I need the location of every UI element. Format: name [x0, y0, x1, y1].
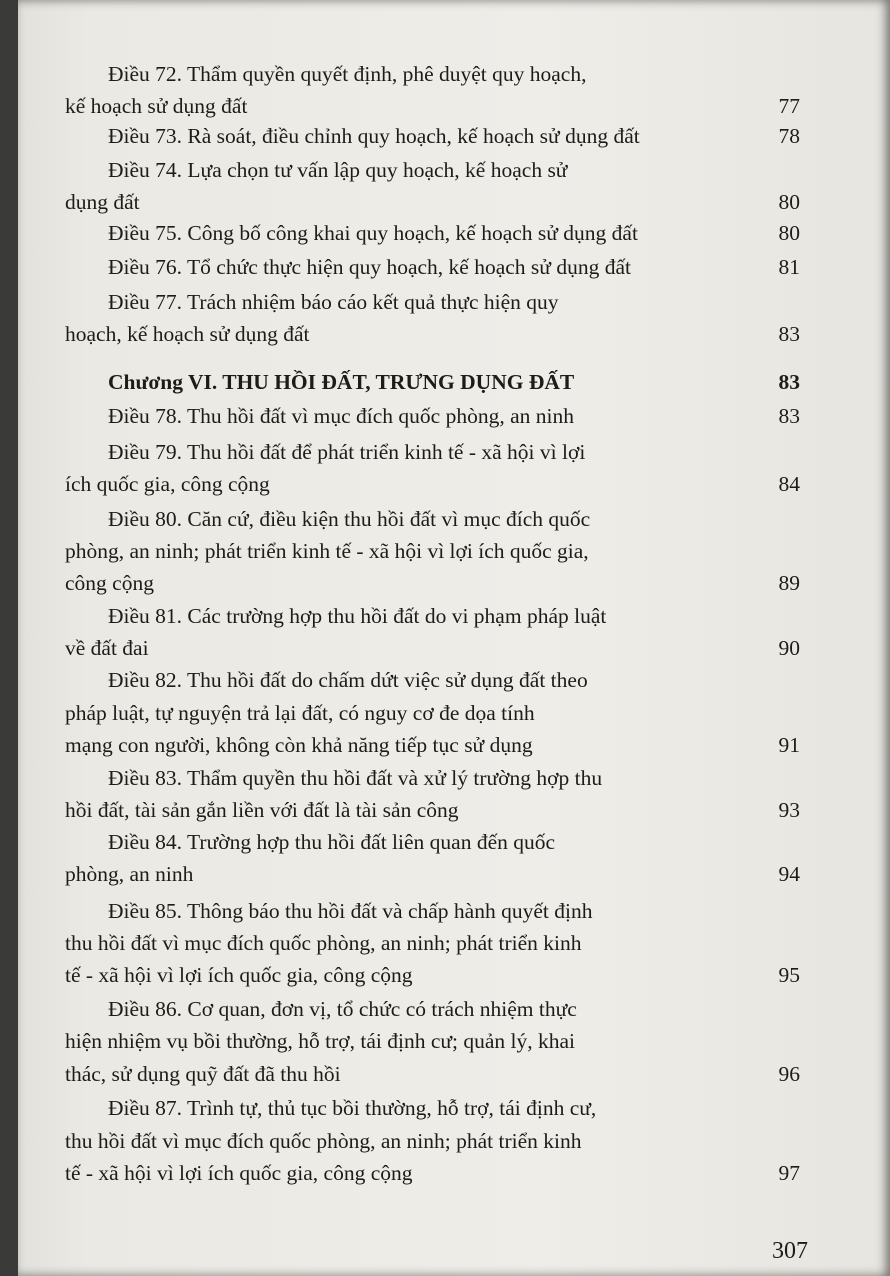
toc-entry-line	[18, 124, 890, 158]
toc-entry-text: thác, sử dụng quỹ đất đã thu hồi	[65, 1062, 341, 1086]
toc-page-number: 83	[778, 370, 800, 394]
toc-entry-line	[18, 571, 890, 605]
toc-entry-text: Điều 79. Thu hồi đất để phát triển kinh tế - xã hội vì lợi	[108, 440, 586, 464]
book-page	[18, 0, 890, 1276]
toc-entry-line	[18, 766, 890, 800]
toc-entry-text: tế - xã hội vì lợi ích quốc gia, công cộng	[65, 1161, 413, 1185]
toc-page-number: 83	[778, 322, 800, 346]
toc-entry-line	[18, 158, 890, 192]
toc-entry-text: Điều 73. Rà soát, điều chỉnh quy hoạch, kế hoạch sử dụng đất	[108, 124, 640, 148]
toc-entry-line	[18, 798, 890, 832]
toc-entry-line	[18, 507, 890, 541]
toc-entry-line	[18, 1062, 890, 1096]
toc-entry-line	[18, 255, 890, 289]
toc-entry-line	[18, 1129, 890, 1163]
toc-entry-text: thu hồi đất vì mục đích quốc phòng, an ninh; phát triển kinh	[65, 1129, 582, 1153]
toc-entry-text: Điều 83. Thẩm quyền thu hồi đất và xử lý trường hợp thu	[108, 766, 603, 790]
toc-entry-text: phòng, an ninh	[65, 862, 194, 886]
toc-page-number: 90	[778, 636, 800, 660]
toc-entry-line	[18, 701, 890, 735]
toc-entry-line	[18, 404, 890, 438]
toc-entry-line	[18, 830, 890, 864]
chapter-heading	[18, 370, 890, 404]
toc-page-number: 81	[778, 255, 800, 279]
toc-entry-text: công cộng	[65, 571, 154, 595]
toc-entry-line	[18, 1161, 890, 1195]
toc-entry-text: tế - xã hội vì lợi ích quốc gia, công cộng	[65, 963, 413, 987]
toc-entry-line	[18, 899, 890, 933]
toc-entry-text: Chương VI. THU HỒI ĐẤT, TRƯNG DỤNG ĐẤT	[108, 370, 575, 394]
toc-entry-line	[18, 94, 890, 128]
toc-entry-text: Điều 77. Trách nhiệm báo cáo kết quả thực hiện quy	[108, 290, 559, 314]
toc-entry-line	[18, 322, 890, 356]
toc-entry-text: Điều 74. Lựa chọn tư vấn lập quy hoạch, kế hoạch sử	[108, 158, 568, 182]
toc-entry-text: Điều 85. Thông báo thu hồi đất và chấp hành quyết định	[108, 899, 593, 923]
toc-page-number: 83	[778, 404, 800, 428]
toc-entry-line	[18, 62, 890, 96]
toc-entry-line	[18, 604, 890, 638]
toc-entry-line	[18, 1096, 890, 1130]
toc-page-number: 97	[778, 1161, 800, 1185]
toc-entry-text: dụng đất	[65, 190, 140, 214]
page-number: 307	[772, 1238, 808, 1264]
toc-page-number: 77	[778, 94, 800, 118]
toc-entry-line	[18, 221, 890, 255]
toc-page-number: 93	[778, 798, 800, 822]
toc-entry-line	[18, 190, 890, 224]
toc-entry-text: pháp luật, tự nguyện trả lại đất, có nguy cơ đe dọa tính	[65, 701, 535, 725]
toc-entry-text: Điều 78. Thu hồi đất vì mục đích quốc phòng, an ninh	[108, 404, 574, 428]
toc-entry-text: về đất đai	[65, 636, 149, 660]
toc-entry-line	[18, 997, 890, 1031]
toc-entry-text: ích quốc gia, công cộng	[65, 472, 270, 496]
toc-entry-text: mạng con người, không còn khả năng tiếp tục sử dụng	[65, 733, 533, 757]
toc-entry-line	[18, 636, 890, 670]
toc-entry-line	[18, 472, 890, 506]
toc-entry-line	[18, 862, 890, 896]
toc-entry-line	[18, 668, 890, 702]
toc-entry-text: kế hoạch sử dụng đất	[65, 94, 248, 118]
toc-page-number: 91	[778, 733, 800, 757]
toc-page-number: 84	[778, 472, 800, 496]
toc-page-number: 78	[778, 124, 800, 148]
toc-entry-text: Điều 75. Công bố công khai quy hoạch, kế hoạch sử dụng đất	[108, 221, 638, 245]
toc-entry-text: Điều 80. Căn cứ, điều kiện thu hồi đất vì mục đích quốc	[108, 507, 591, 531]
toc-entry-line	[18, 733, 890, 767]
toc-entry-text: Điều 86. Cơ quan, đơn vị, tổ chức có trách nhiệm thực	[108, 997, 577, 1021]
toc-page-number: 80	[778, 190, 800, 214]
toc-entry-text: Điều 82. Thu hồi đất do chấm dứt việc sử dụng đất theo	[108, 668, 588, 692]
toc-entry-line	[18, 290, 890, 324]
toc-entry-line	[18, 539, 890, 573]
toc-page-number: 80	[778, 221, 800, 245]
toc-entry-text: Điều 87. Trình tự, thủ tục bồi thường, hỗ trợ, tái định cư,	[108, 1096, 597, 1120]
toc-entry-line	[18, 440, 890, 474]
toc-page-number: 96	[778, 1062, 800, 1086]
toc-entry-text: Điều 81. Các trường hợp thu hồi đất do vi phạm pháp luật	[108, 604, 607, 628]
toc-entry-text: Điều 72. Thẩm quyền quyết định, phê duyệt quy hoạch,	[108, 62, 587, 86]
toc-entry-text: Điều 76. Tổ chức thực hiện quy hoạch, kế hoạch sử dụng đất	[108, 255, 631, 279]
toc-page-number: 94	[778, 862, 800, 886]
toc-entry-line	[18, 1029, 890, 1063]
toc-page-number: 95	[778, 963, 800, 987]
toc-entry-text: hiện nhiệm vụ bồi thường, hỗ trợ, tái định cư; quản lý, khai	[65, 1029, 576, 1053]
toc-entry-line	[18, 931, 890, 965]
toc-entry-text: Điều 84. Trường hợp thu hồi đất liên quan đến quốc	[108, 830, 556, 854]
toc-entry-text: hoạch, kế hoạch sử dụng đất	[65, 322, 310, 346]
toc-entry-text: thu hồi đất vì mục đích quốc phòng, an ninh; phát triển kinh	[65, 931, 582, 955]
toc-entry-line	[18, 963, 890, 997]
toc-page-number: 89	[778, 571, 800, 595]
toc-entry-text: hồi đất, tài sản gắn liền với đất là tài sản công	[65, 798, 459, 822]
toc-entry-text: phòng, an ninh; phát triển kinh tế - xã hội vì lợi ích quốc gia,	[65, 539, 589, 563]
